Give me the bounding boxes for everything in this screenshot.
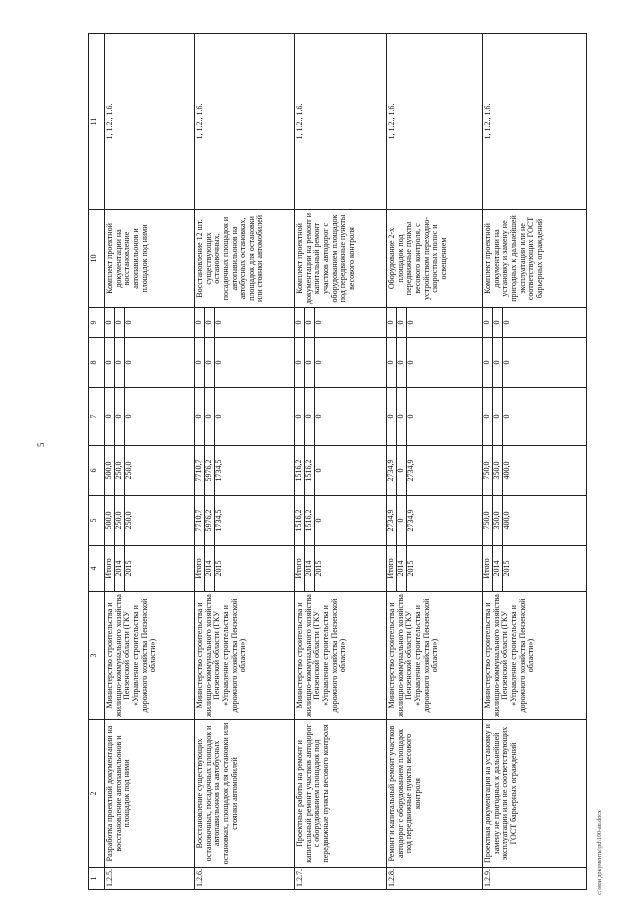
- total-funding-cell-value: 0: [397, 496, 407, 545]
- extrabudget-cell-value: 0: [195, 308, 205, 337]
- extrabudget-cell-value: 0: [295, 308, 305, 337]
- extrabudget-cell-value: 0: [493, 308, 503, 337]
- indicator-reference: 1, 1.2., 1.6.: [195, 34, 295, 210]
- total-funding-cell-value: 750,0: [483, 496, 493, 545]
- expected-result: Комплект проектной документации на восстановление автопавильонов и площадок под ними: [105, 210, 195, 308]
- federal-budget-cell-value: 0: [305, 388, 315, 445]
- column-header: 11: [89, 34, 105, 210]
- column-header: 5: [89, 496, 105, 546]
- years-cell-value: Итого: [483, 546, 493, 591]
- extrabudget-cell-value: 0: [305, 308, 315, 337]
- local-budget-cell-value: 0: [105, 338, 115, 387]
- regional-budget-cell-value: 1516,2: [305, 446, 315, 495]
- column-header: 10: [89, 210, 105, 308]
- extrabudget-cell: [105, 308, 195, 338]
- local-budget-cell-value: 0: [295, 338, 305, 387]
- local-budget-cell: [483, 338, 587, 388]
- federal-budget-cell-value: 0: [502, 414, 511, 419]
- extrabudget-cell: [195, 308, 295, 338]
- years-cell-value: Итого: [195, 546, 205, 591]
- regional-budget-cell-value: 350,0: [493, 446, 503, 495]
- total-funding-cell-value: 7710,7: [195, 496, 205, 545]
- federal-budget-cell: [295, 388, 387, 446]
- indicator-reference: 1, 1.2., 1.6.: [387, 34, 483, 210]
- federal-budget-cell-value: 0: [397, 388, 407, 445]
- regional-budget-cell-value: 250,0: [124, 461, 133, 480]
- activity-name: Ремонт и капитальный ремонт участков автодорог с оборудованием площадок под передвижные пункты весового контроля: [387, 720, 483, 868]
- total-funding-cell-value: 2734,9: [406, 509, 415, 532]
- table-row: [105, 34, 195, 890]
- federal-budget-cell-value: 0: [406, 414, 415, 419]
- years-cell-value: 2015: [124, 560, 133, 577]
- regional-budget-cell: [483, 446, 587, 496]
- total-funding-cell-value: 250,0: [115, 496, 125, 545]
- total-funding-cell: [483, 496, 587, 546]
- years-cell-value: 2015: [214, 560, 223, 577]
- local-budget-cell-value: 0: [195, 338, 205, 387]
- column-header: 4: [89, 546, 105, 592]
- responsible-executor: Министерство строительства и жилищно-коммунального хозяйства Пензенской области (ГКУ «Управление строительства и дорожного хозяйства Пензенской области»): [483, 592, 587, 720]
- federal-budget-cell: [387, 388, 483, 446]
- indicator-reference: 1, 1.2., 1.6.: [483, 34, 587, 210]
- local-budget-cell-value: 0: [493, 338, 503, 387]
- federal-budget-cell-value: 0: [205, 388, 215, 445]
- regional-budget-cell-value: 5976,2: [205, 446, 215, 495]
- local-budget-cell: [105, 338, 195, 388]
- years-cell-value: 2015: [314, 560, 323, 577]
- years-cell-value: Итого: [387, 546, 397, 591]
- program-activities-table: [88, 33, 587, 890]
- extrabudget-cell-value: 0: [406, 320, 415, 325]
- years-cell-value: 2014: [305, 546, 315, 591]
- local-budget-cell: [295, 338, 387, 388]
- total-funding-cell: [295, 496, 387, 546]
- regional-budget-cell-value: 2734,9: [387, 446, 397, 495]
- years-cell-value: Итого: [295, 546, 305, 591]
- total-funding-cell: [387, 496, 483, 546]
- regional-budget-cell-value: 250,0: [115, 446, 125, 495]
- federal-budget-cell-value: 0: [195, 388, 205, 445]
- extrabudget-cell-value: 0: [502, 320, 511, 325]
- federal-budget-cell-value: 0: [314, 414, 323, 419]
- regional-budget-cell-value: 0: [314, 468, 323, 473]
- expected-result: Оборудование 2-х площадок под передвижные пункты весового контроля, с устройством переходно-скоростных полос и освещением: [387, 210, 483, 308]
- indicator-reference: 1, 1.2., 1.6.: [295, 34, 387, 210]
- column-header: 1: [89, 868, 105, 890]
- total-funding-cell: [105, 496, 195, 546]
- regional-budget-cell-value: 500,0: [105, 446, 115, 495]
- expected-result: Комплект проектной документации на установку и замену не пригодных к дальнейшей эксплуатации или не соответствующих ГОСТ барьерных ограждений: [483, 210, 587, 308]
- extrabudget-cell: [483, 308, 587, 338]
- total-funding-cell-value: 350,0: [493, 496, 503, 545]
- activity-name: Восстановление существующих остановочных, посадочных площадок и автопавильонов на автобусных остановках, площадок для остановки или стоянки автомобилей: [195, 720, 295, 868]
- years-cell: [105, 546, 195, 592]
- activity-number: 1.2.9.: [483, 868, 587, 890]
- local-budget-cell-value: 0: [406, 360, 415, 365]
- federal-budget-cell-value: 0: [105, 388, 115, 445]
- federal-budget-cell-value: 0: [124, 414, 133, 419]
- federal-budget-cell: [105, 388, 195, 446]
- total-funding-cell: [195, 496, 295, 546]
- regional-budget-cell-value: 1734,5: [214, 459, 223, 482]
- rotated-table-container: [88, 34, 608, 890]
- federal-budget-cell: [195, 388, 295, 446]
- indicator-reference: 1, 1.2., 1.6.: [105, 34, 195, 210]
- total-funding-cell-value: 400,0: [502, 511, 511, 530]
- federal-budget-cell-value: 0: [493, 388, 503, 445]
- total-funding-cell-value: 500,0: [105, 496, 115, 545]
- column-header: 7: [89, 388, 105, 446]
- years-cell-value: 2014: [115, 546, 125, 591]
- extrabudget-cell-value: 0: [214, 320, 223, 325]
- activity-number: 1.2.6.: [195, 868, 295, 890]
- activity-name: Проектная документация на установку и замену не пригодных к дальнейшей эксплуатации или не соответствующих ГОСТ барьерных ограждений: [483, 720, 587, 868]
- total-funding-cell-value: 1516,2: [295, 496, 305, 545]
- local-budget-cell-value: 0: [124, 360, 133, 365]
- local-budget-cell: [195, 338, 295, 388]
- years-cell-value: 2014: [493, 546, 503, 591]
- column-header: 6: [89, 446, 105, 496]
- extrabudget-cell-value: 0: [397, 308, 407, 337]
- table-row: [483, 34, 587, 890]
- column-header: 3: [89, 592, 105, 720]
- local-budget-cell-value: 0: [214, 360, 223, 365]
- activity-number: 1.2.7.: [295, 868, 387, 890]
- total-funding-cell-value: 5976,2: [205, 496, 215, 545]
- years-cell-value: 2015: [406, 560, 415, 577]
- local-budget-cell-value: 0: [387, 338, 397, 387]
- local-budget-cell-value: 0: [205, 338, 215, 387]
- federal-budget-cell-value: 0: [295, 388, 305, 445]
- years-cell-value: Итого: [105, 546, 115, 591]
- federal-budget-cell-value: 0: [387, 388, 397, 445]
- total-funding-cell-value: 1734,5: [214, 509, 223, 532]
- local-budget-cell-value: 0: [305, 338, 315, 387]
- extrabudget-cell-value: 0: [124, 320, 133, 325]
- activity-number: 1.2.8.: [387, 868, 483, 890]
- years-cell: [195, 546, 295, 592]
- responsible-executor: Министерство строительства и жилищно-коммунального хозяйства Пензенской области (ГКУ «Управление строительства и дорожного хозяйства Пензенской области»): [295, 592, 387, 720]
- federal-budget-cell-value: 0: [115, 388, 125, 445]
- total-funding-cell-value: 250,0: [124, 511, 133, 530]
- years-cell: [387, 546, 483, 592]
- regional-budget-cell-value: 1516,2: [295, 446, 305, 495]
- column-header: 9: [89, 308, 105, 338]
- responsible-executor: Министерство строительства и жилищно-коммунального хозяйства Пензенской области (ГКУ «Управление строительства и дорожного хозяйства Пензенской области»): [105, 592, 195, 720]
- local-budget-cell-value: 0: [115, 338, 125, 387]
- extrabudget-cell: [295, 308, 387, 338]
- regional-budget-cell: [295, 446, 387, 496]
- local-budget-cell-value: 0: [502, 360, 511, 365]
- activity-name: Проектные работы на ремонт и капитальный ремонт участков автодорог с оборудованием площадок под передвижные пункты весового контроля: [295, 720, 387, 868]
- extrabudget-cell-value: 0: [105, 308, 115, 337]
- responsible-executor: Министерство строительства и жилищно-коммунального хозяйства Пензенской области (ГКУ «Управление строительства и дорожного хозяйства Пензенской области»): [195, 592, 295, 720]
- extrabudget-cell-value: 0: [205, 308, 215, 337]
- extrabudget-cell-value: 0: [387, 308, 397, 337]
- regional-budget-cell: [195, 446, 295, 496]
- extrabudget-cell-value: 0: [483, 308, 493, 337]
- total-funding-cell-value: 0: [314, 518, 323, 523]
- years-cell-value: 2014: [397, 546, 407, 591]
- table-row: [387, 34, 483, 890]
- activity-name: Разработка проектной документации на восстановление автопавильонов и площадок под ними: [105, 720, 195, 868]
- regional-budget-cell: [105, 446, 195, 496]
- regional-budget-cell-value: 2734,9: [406, 459, 415, 482]
- extrabudget-cell-value: 0: [115, 308, 125, 337]
- activity-number: 1.2.5.: [105, 868, 195, 890]
- footer-path: c:\мои документы\pd\100-ап.docx: [597, 810, 603, 895]
- table-row: [295, 34, 387, 890]
- regional-budget-cell-value: 0: [397, 446, 407, 495]
- column-header: 2: [89, 720, 105, 868]
- federal-budget-cell: [483, 388, 587, 446]
- years-cell-value: 2014: [205, 546, 215, 591]
- regional-budget-cell-value: 750,0: [483, 446, 493, 495]
- regional-budget-cell-value: 7710,7: [195, 446, 205, 495]
- page-number: 5: [36, 442, 46, 447]
- federal-budget-cell-value: 0: [214, 414, 223, 419]
- local-budget-cell-value: 0: [314, 360, 323, 365]
- local-budget-cell-value: 0: [483, 338, 493, 387]
- regional-budget-cell: [387, 446, 483, 496]
- federal-budget-cell-value: 0: [483, 388, 493, 445]
- years-cell: [483, 546, 587, 592]
- local-budget-cell-value: 0: [397, 338, 407, 387]
- table-row: [195, 34, 295, 890]
- total-funding-cell-value: 2734,9: [387, 496, 397, 545]
- years-cell: [295, 546, 387, 592]
- regional-budget-cell-value: 400,0: [502, 461, 511, 480]
- extrabudget-cell-value: 0: [314, 320, 323, 325]
- expected-result: Комплект проектной документации на ремонт и капитальный ремонт участков автодорог с оборудованием площадок под передвижные пункты весового контроля: [295, 210, 387, 308]
- column-header: 8: [89, 338, 105, 388]
- responsible-executor: Министерство строительства и жилищно-коммунального хозяйства Пензенской области (ГКУ «Управление строительства и дорожного хозяйства Пензенской области»): [387, 592, 483, 720]
- total-funding-cell-value: 1516,2: [305, 496, 315, 545]
- expected-result: Восстановление 12 шт. существующих остановочных, посадочных площадок и автопавильонов на автобусных остановках, площадок для остановки или стоянки автомобилей: [195, 210, 295, 308]
- extrabudget-cell: [387, 308, 483, 338]
- years-cell-value: 2015: [502, 560, 511, 577]
- local-budget-cell: [387, 338, 483, 388]
